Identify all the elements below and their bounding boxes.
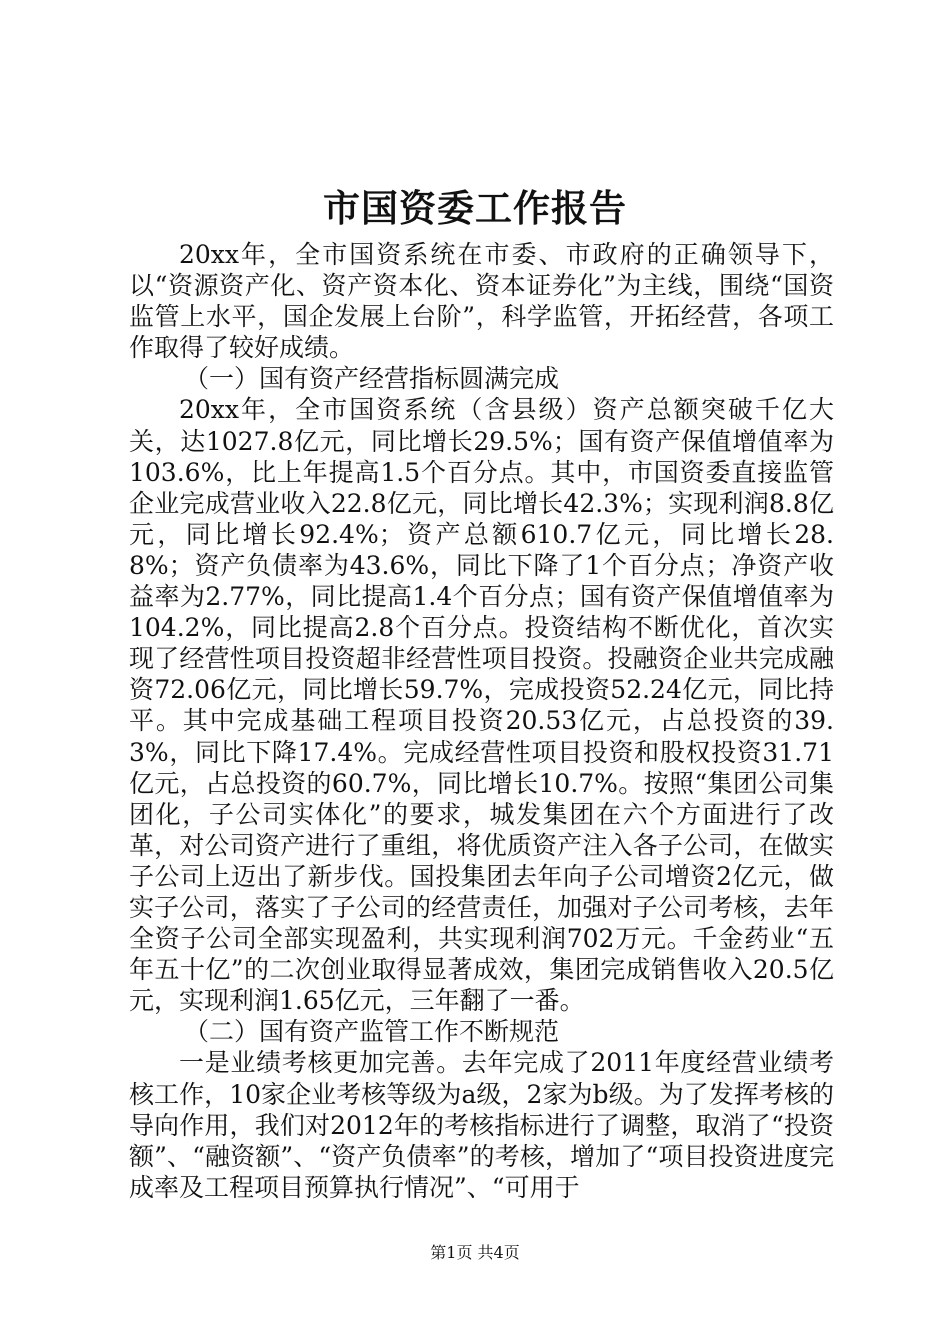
section-heading-2: （二）国有资产监管工作不断规范 bbox=[184, 1017, 560, 1047]
page-title: 市国资委工作报告 bbox=[323, 186, 627, 230]
section-2-paragraph: 一是业绩考核更加完善。去年完成了2011年度经营业绩考核工作，10家企业考核等级为a级，2家为b级。为了发挥考核的导向作用，我们对2012年的考核指标进行了调整，取消了“投资额”、“融资额”、“资产负债率”的考核，增加了“项目投资进度完成率及工程项目预算执行情况”、“可用于 bbox=[129, 1048, 834, 1202]
section-1-paragraph: 20xx年，全市国资系统（含县级）资产总额突破千亿大关，达1027.8亿元，同比增长29.5%；国有资产保值增值率为103.6%，比上年提高1.5个百分点。其中，市国资委直接监管企业完成营业收入22.8亿元，同比增长42.3%；实现利润8.8亿元，同比增长92.4%；资产总额610.7亿元，同比增长28.8%；资产负债率为43.6%，同比下降了1个百分点；净资产收益率为2.77%，同比提高1.4个百分点；国有资产保值增值率为104.2%，同比提高2.8个百分点。投资结构不断优化，首次实现了经营性项目投资超非经营性项目投资。投融资企业共完成融资72.06亿元，同比增长59.7%，完成投资52.24亿元，同比持平。其中完成基础工程项目投资20.53亿元，占总投资的39.3%，同比下降17.4%。完成经营性项目投资和股权投资31.71亿元，占总投资的60.7%，同比增长10.7%。按照“集团公司集团化，子公司实体化”的要求，城发集团在六个方面进行了改革，对公司资产进行了重组，将优质资产注入各子公司，在做实子公司上迈出了新步伐。国投集团去年向子公司增资2亿元，做实子公司，落实了子公司的经营责任，加强对子公司考核，去年全资子公司全部实现盈利，共实现利润702万元。千金药业“五年五十亿”的二次创业取得显著成效，集团完成销售收入20.5亿元，实现利润1.65亿元，三年翻了一番。 bbox=[129, 395, 834, 1016]
document-body bbox=[129, 239, 834, 1203]
page-footer: 第1页 共4页 bbox=[430, 1243, 520, 1262]
intro-paragraph: 20xx年，全市国资系统在市委、市政府的正确领导下，以“资源资产化、资产资本化、资本证券化”为主线，围绕“国资监管上水平，国企发展上台阶”，科学监管，开拓经营，各项工作取得了较好成绩。 bbox=[129, 240, 834, 363]
section-heading-1: （一）国有资产经营指标圆满完成 bbox=[184, 364, 560, 394]
